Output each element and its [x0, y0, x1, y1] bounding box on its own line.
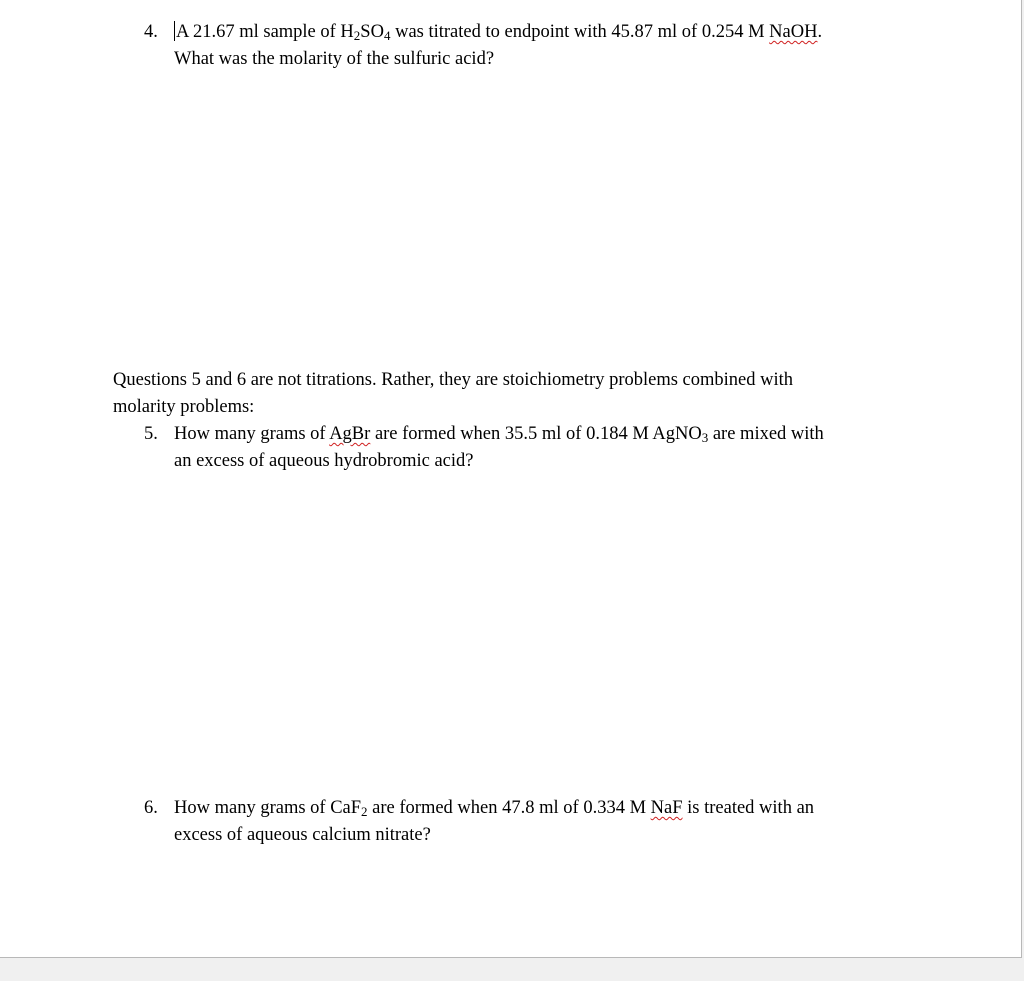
status-area: [0, 958, 1024, 981]
text-run: an excess of aqueous hydrobromic acid?: [174, 451, 474, 471]
subscript: 3: [701, 430, 709, 445]
text-run: How many grams of CaF: [174, 798, 362, 818]
subscript: 4: [383, 28, 391, 43]
question-6-line-1: [174, 797, 814, 819]
question-6-number: 6.: [144, 798, 158, 818]
question-4-number: 4.: [144, 22, 158, 42]
question-6-line-2: [174, 824, 431, 846]
text-run: How many grams of: [174, 424, 330, 444]
spellcheck-flagged-word: NaOH: [769, 22, 818, 42]
subscript: 2: [361, 804, 368, 819]
text-run: are mixed with: [708, 424, 824, 444]
intro-line-1: [113, 369, 793, 391]
question-4-line-1: [174, 21, 822, 43]
text-run: excess of aqueous calcium nitrate?: [174, 825, 431, 845]
question-5-line-1: [174, 423, 824, 445]
text-run: are formed when 35.5 ml of 0.184 M AgNO: [370, 424, 702, 444]
question-5-number: 5.: [144, 424, 158, 444]
question-4-line-2: [174, 48, 494, 70]
intro-line-2: [113, 396, 254, 418]
text-cursor: [174, 21, 175, 41]
text-run: SO: [360, 22, 384, 42]
text-run: is treated with an: [682, 798, 815, 818]
text-run: are formed when 47.8 ml of 0.334 M: [367, 798, 651, 818]
spellcheck-flagged-word: AgBr: [329, 424, 371, 444]
question-5-line-2: [174, 450, 474, 472]
subscript: 2: [353, 28, 361, 43]
text-run: What was the molarity of the sulfuric acid?: [174, 49, 495, 69]
text-run: .: [817, 22, 823, 42]
text-run: was titrated to endpoint with 45.87 ml of 0.254 M: [390, 22, 770, 42]
text-run: Questions 5 and 6 are not titrations. Rather, they are stoichiometry problems combined with: [113, 370, 794, 390]
spellcheck-flagged-word: NaF: [650, 798, 683, 818]
text-run: A 21.67 ml sample of H: [176, 22, 354, 42]
text-run: molarity problems:: [113, 397, 255, 417]
